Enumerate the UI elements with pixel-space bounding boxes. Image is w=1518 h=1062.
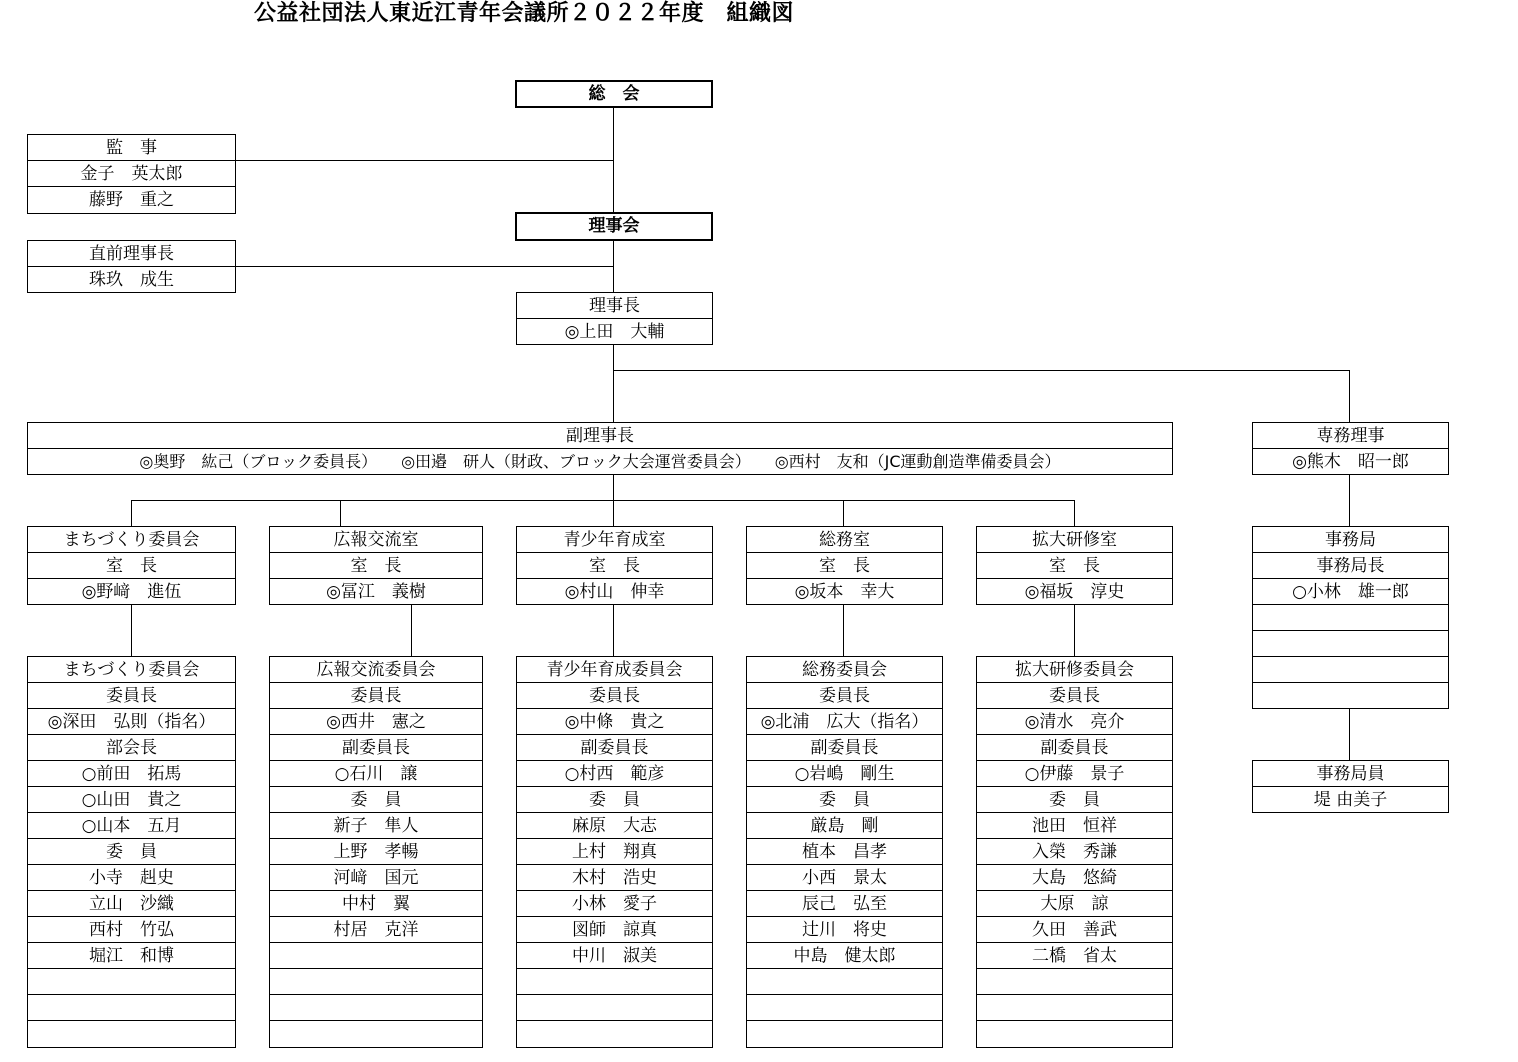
page-title: 公益社団法人東近江青年会議所２０２２年度 組織図: [254, 1, 795, 26]
committee-member-cell: [517, 1021, 712, 1047]
committee-member-cell: 辻川 将史: [747, 917, 942, 943]
committee-member-cell: [270, 995, 482, 1021]
committee-member-cell: [28, 1021, 235, 1047]
connector-line: [131, 500, 1074, 501]
committee-member-cell: ◎深田 弘則（指名）: [28, 709, 235, 735]
committee-member-cell: 池田 恒祥: [977, 813, 1172, 839]
committee-name: 総務委員会: [747, 657, 942, 683]
past-president-box: [27, 240, 236, 293]
committee-member-cell: 大島 悠綺: [977, 865, 1172, 891]
committee-member-cell: [270, 943, 482, 969]
committee-member-cell: 委員長: [977, 683, 1172, 709]
connector-line: [131, 500, 132, 527]
connector-line: [1349, 474, 1350, 527]
secretariat-cell: [1253, 657, 1448, 683]
past-president-name: 珠玖 成生: [89, 270, 174, 290]
secretariat-cell: [1253, 683, 1448, 709]
committee-member-cell: 委 員: [28, 839, 235, 865]
committee-member-cell: 入榮 秀謙: [977, 839, 1172, 865]
office-name: 総務室: [747, 527, 942, 553]
committee-member-cell: [517, 995, 712, 1021]
committee-member-cell: [977, 969, 1172, 995]
office-head: ◎冨江 義樹: [326, 582, 426, 602]
auditor-name: 金子 英太郎: [28, 161, 235, 187]
committee-member-cell: 二橋 省太: [977, 943, 1172, 969]
committee-member-cell: ○村西 範彦: [517, 761, 712, 787]
committee-member-cell: [270, 1021, 482, 1047]
committee-member-cell: 委 員: [747, 787, 942, 813]
committee-member-cell: 西村 竹弘: [28, 917, 235, 943]
office-box: [269, 526, 483, 605]
committee-member-cell: [28, 969, 235, 995]
office-role: 室 長: [28, 553, 235, 579]
committee-member-cell: 厳島 剛: [747, 813, 942, 839]
committee-member-cell: 新子 隼人: [270, 813, 482, 839]
secretariat-cell: 事務局: [1253, 527, 1448, 553]
auditors-box: [27, 134, 236, 214]
committee-member-cell: 副委員長: [270, 735, 482, 761]
secretariat-cell: [1253, 605, 1448, 631]
vice-presidents-box: [27, 422, 1173, 475]
committee-member-cell: 委員長: [28, 683, 235, 709]
secretariat-cell: [1253, 631, 1448, 657]
office-box: [976, 526, 1173, 605]
secretariat-cell: 事務局長: [1253, 553, 1448, 579]
office-box: [516, 526, 713, 605]
committee-member-cell: [28, 995, 235, 1021]
connector-line: [613, 370, 1350, 371]
committee-member-cell: 委員長: [517, 683, 712, 709]
committee-member-cell: ◎中條 貴之: [517, 709, 712, 735]
committee-name: 拡大研修委員会: [977, 657, 1172, 683]
past-president-label: 直前理事長: [28, 241, 235, 267]
committee-member-cell: ◎北浦 広大（指名）: [747, 709, 942, 735]
secretariat-staff-label: 事務局員: [1253, 761, 1448, 787]
committee-member-cell: 大原 諒: [977, 891, 1172, 917]
office-name: 青少年育成室: [517, 527, 712, 553]
connector-line: [340, 500, 341, 527]
committee-box: [976, 656, 1173, 1048]
committee-member-cell: 図師 諒真: [517, 917, 712, 943]
connector-line: [843, 500, 844, 527]
committee-member-cell: 小林 愛子: [517, 891, 712, 917]
committee-member-cell: ○山田 貴之: [28, 787, 235, 813]
connector-line: [411, 604, 412, 657]
office-head: ◎坂本 幸大: [794, 582, 895, 602]
committee-box: [746, 656, 943, 1048]
committee-member-cell: 麻原 大志: [517, 813, 712, 839]
committee-member-cell: 小西 景太: [747, 865, 942, 891]
connector-line: [234, 160, 614, 161]
committee-member-cell: 村居 克洋: [270, 917, 482, 943]
office-name: 広報交流室: [270, 527, 482, 553]
committee-box: [269, 656, 483, 1048]
office-role: 室 長: [270, 553, 482, 579]
committee-member-cell: 堀江 和博: [28, 943, 235, 969]
connector-line: [1349, 708, 1350, 761]
office-role: 室 長: [977, 553, 1172, 579]
committee-member-cell: ○岩嶋 剛生: [747, 761, 942, 787]
committee-member-cell: 委員長: [270, 683, 482, 709]
general-assembly-label: 総 会: [588, 84, 640, 104]
committee-member-cell: [747, 995, 942, 1021]
connector-line: [1074, 604, 1075, 657]
executive-director-name: ◎熊木 昭一郎: [1292, 452, 1409, 472]
committee-member-cell: 辰己 弘至: [747, 891, 942, 917]
president-label: 理事長: [517, 293, 712, 319]
vice-presidents-names: ◎奥野 紘己（ブロック委員長） ◎田邉 研人（財政、ブロック大会運営委員会） ◎西村 友和（JC運動創造準備委員会）: [139, 452, 1061, 471]
office-role: 室 長: [517, 553, 712, 579]
committee-name: 青少年育成委員会: [517, 657, 712, 683]
committee-member-cell: [747, 969, 942, 995]
vice-presidents-label: 副理事長: [28, 423, 1172, 449]
office-head: ◎野﨑 進伍: [81, 582, 182, 602]
president-name: ◎上田 大輔: [564, 322, 665, 342]
executive-director-box: [1252, 422, 1449, 475]
committee-name: 広報交流委員会: [270, 657, 482, 683]
board-box: [515, 212, 713, 241]
connector-line: [234, 266, 614, 267]
executive-director-label: 専務理事: [1253, 423, 1448, 449]
committee-member-cell: 部会長: [28, 735, 235, 761]
committee-member-cell: [977, 995, 1172, 1021]
office-role: 室 長: [747, 553, 942, 579]
committee-member-cell: 副委員長: [517, 735, 712, 761]
committee-member-cell: ○石川 譲: [270, 761, 482, 787]
office-name: まちづくり委員会: [28, 527, 235, 553]
committee-member-cell: 上村 翔真: [517, 839, 712, 865]
committee-member-cell: 久田 善武: [977, 917, 1172, 943]
secretariat-staff-box: [1252, 760, 1449, 813]
committee-member-cell: 中島 健太郎: [747, 943, 942, 969]
committee-member-cell: 委 員: [517, 787, 712, 813]
general-assembly-box: [515, 80, 713, 108]
committee-member-cell: 上野 孝暢: [270, 839, 482, 865]
committee-member-cell: 植本 昌孝: [747, 839, 942, 865]
connector-line: [613, 344, 614, 423]
auditor-name: 藤野 重之: [89, 190, 174, 210]
committee-member-cell: 副委員長: [747, 735, 942, 761]
committee-member-cell: 委 員: [977, 787, 1172, 813]
committee-member-cell: ○前田 拓馬: [28, 761, 235, 787]
committee-box: [516, 656, 713, 1048]
committee-name: まちづくり委員会: [28, 657, 235, 683]
auditors-label: 監 事: [28, 135, 235, 161]
committee-member-cell: [270, 969, 482, 995]
committee-member-cell: 副委員長: [977, 735, 1172, 761]
committee-member-cell: ◎清水 亮介: [977, 709, 1172, 735]
committee-member-cell: 中村 翼: [270, 891, 482, 917]
committee-member-cell: 小寺 赳史: [28, 865, 235, 891]
office-box: [27, 526, 236, 605]
committee-member-cell: [747, 1021, 942, 1047]
secretariat-box: [1252, 526, 1449, 709]
committee-member-cell: ○伊藤 景子: [977, 761, 1172, 787]
committee-member-cell: ○山本 五月: [28, 813, 235, 839]
office-head: ◎福坂 淳史: [1024, 582, 1125, 602]
committee-member-cell: 委 員: [270, 787, 482, 813]
office-head: ◎村山 伸幸: [564, 582, 665, 602]
committee-member-cell: 木村 浩史: [517, 865, 712, 891]
office-box: [746, 526, 943, 605]
committee-member-cell: [977, 1021, 1172, 1047]
secretariat-cell: ○小林 雄一郎: [1253, 579, 1448, 605]
board-label: 理事会: [588, 216, 640, 236]
connector-line: [1074, 500, 1075, 527]
committee-member-cell: 河﨑 国元: [270, 865, 482, 891]
committee-member-cell: ◎西井 憲之: [270, 709, 482, 735]
committee-member-cell: 中川 淑美: [517, 943, 712, 969]
secretariat-staff-name: 堤 由美子: [1313, 790, 1388, 810]
office-name: 拡大研修室: [977, 527, 1172, 553]
president-box: [516, 292, 713, 345]
committee-box: [27, 656, 236, 1048]
committee-member-cell: 立山 沙織: [28, 891, 235, 917]
connector-line: [1349, 370, 1350, 423]
connector-line: [843, 604, 844, 657]
committee-member-cell: 委員長: [747, 683, 942, 709]
connector-line: [613, 604, 614, 657]
connector-line: [131, 604, 132, 657]
committee-member-cell: [517, 969, 712, 995]
